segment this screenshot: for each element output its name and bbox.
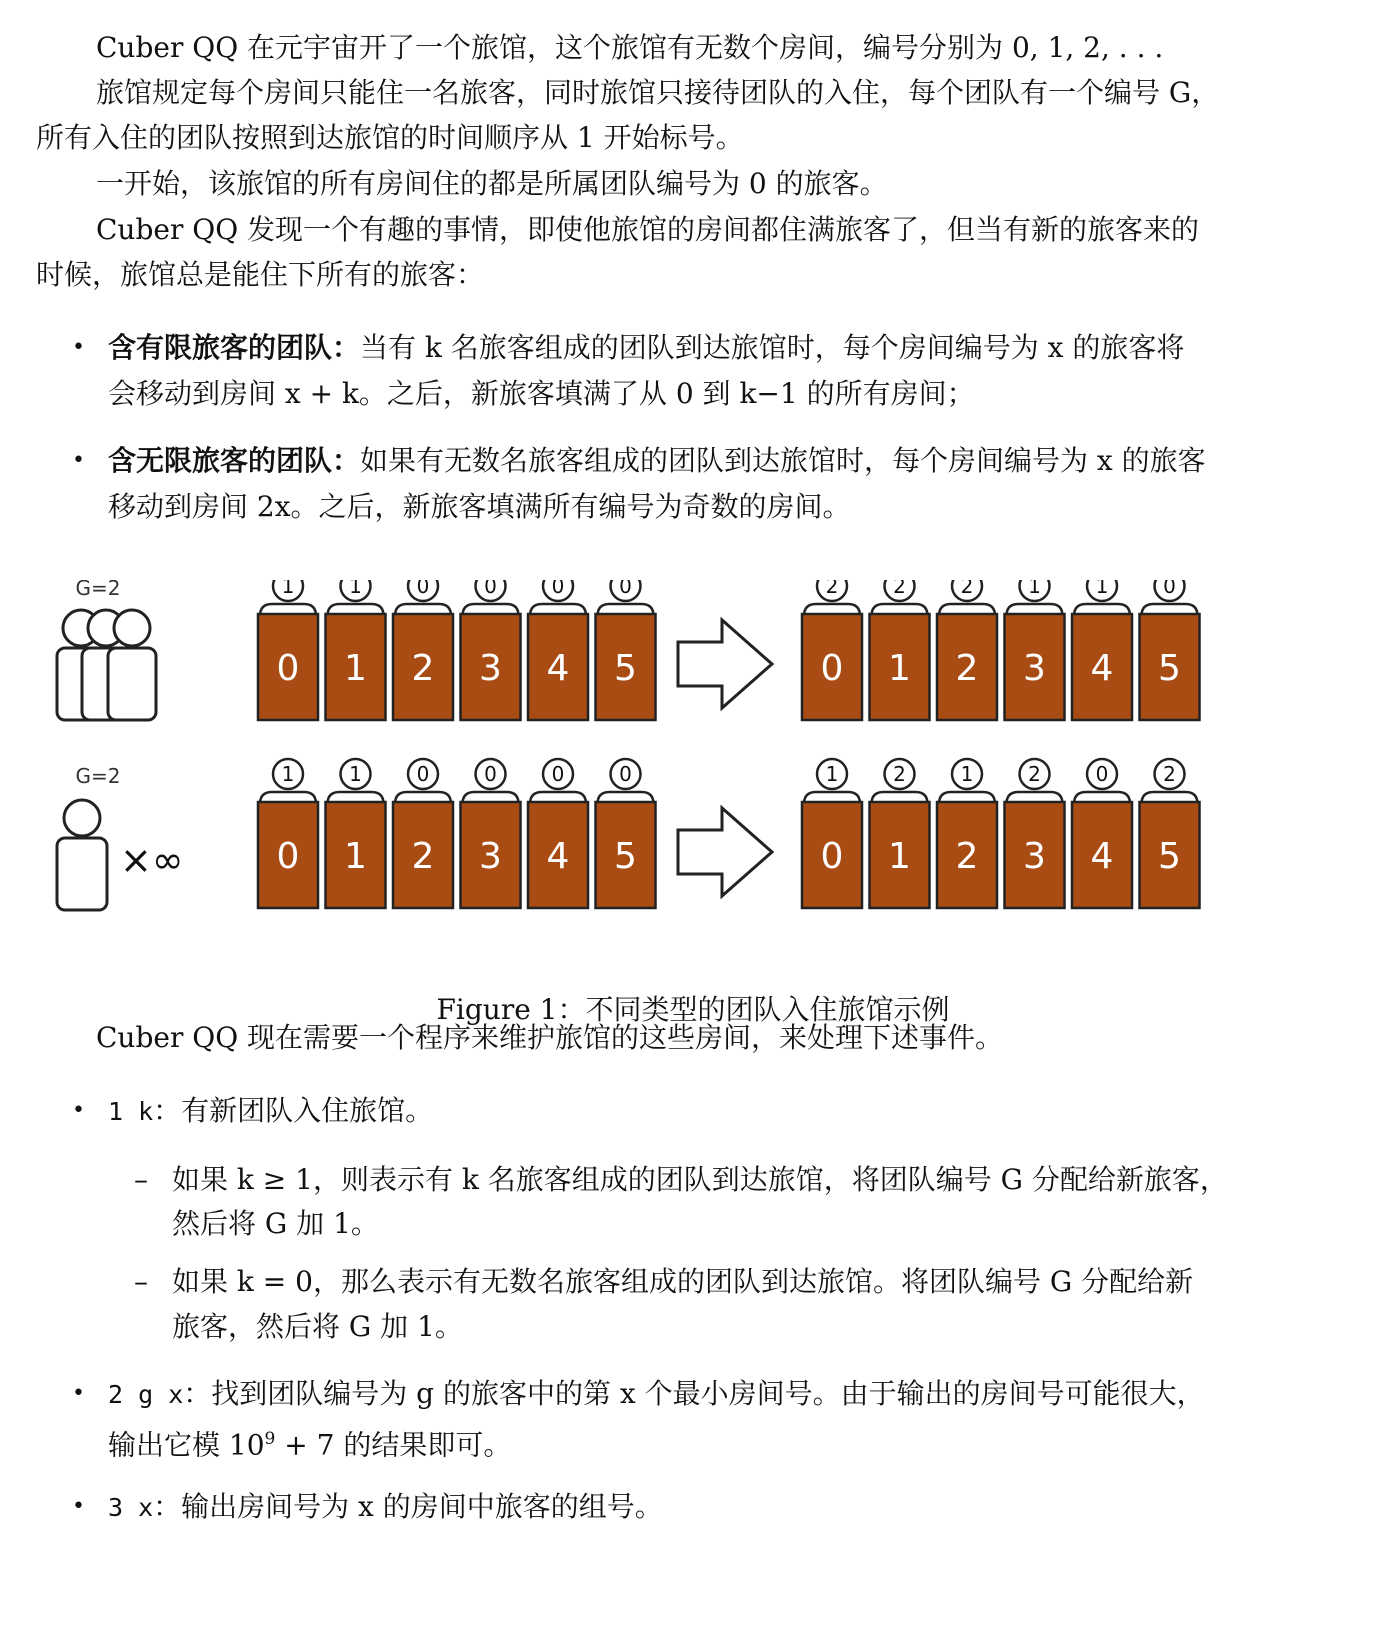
intro-paragraph-3: 一开始，该旅馆的所有房间住的都是所属团队编号为 0 的旅客。: [96, 167, 888, 200]
row1-rooms-before: [258, 580, 656, 720]
guest-group-number: 2: [893, 762, 906, 786]
row2-rooms-after: [802, 759, 1200, 908]
events-intro: Cuber QQ 现在需要一个程序来维护旅馆的这些房间，来处理下述事件。: [96, 1021, 1004, 1054]
row1-before-room-1: [326, 580, 386, 720]
bullet-icon: •: [72, 335, 85, 360]
guest-group-number: 0: [551, 580, 565, 598]
event-3: [108, 1487, 663, 1528]
room-number: 1: [888, 648, 911, 689]
intro-paragraph-2-line-1: 旅馆规定每个房间只能住一名旅客，同时旅馆只接待团队的入住，每个团队有一个编号 G，: [96, 76, 1220, 109]
row1-after-room-2: [937, 580, 997, 720]
room-number: 5: [1158, 648, 1181, 689]
room-number: 5: [614, 648, 637, 689]
row2-after-room-5: [1140, 759, 1200, 908]
arrow-right-icon: [678, 620, 772, 708]
guest-group-number: 2: [1028, 762, 1041, 786]
guest-group-number: 1: [281, 580, 295, 598]
intro-paragraph-2-line-2: 所有入住的团队按照到达旅馆的时间顺序从 1 开始标号。: [36, 121, 744, 154]
event-2-text-a: 输出它模 10: [108, 1428, 265, 1462]
room-number: 5: [614, 836, 637, 877]
guest-group-number: 1: [349, 580, 362, 598]
figure-row-finite: [57, 580, 1200, 720]
group-people-icon: [57, 610, 156, 720]
rule-finite-text: 当有 k 名旅客组成的团队到达旅馆时，每个房间编号为 x 的旅客将: [360, 331, 1185, 364]
event-1-sub-2-line-2: 旅客，然后将 G 加 1。: [172, 1310, 463, 1343]
row1-after-room-4: [1072, 580, 1132, 720]
intro-paragraph-4-line-1: Cuber QQ 发现一个有趣的事情，即使他旅馆的房间都住满旅客了，但当有新的旅客来的: [96, 213, 1200, 246]
row2-before-room-3: [461, 759, 521, 908]
row2-before-room-5: [596, 759, 656, 908]
room-number: 1: [344, 836, 367, 877]
bullet-icon: •: [72, 1494, 85, 1519]
room-number: 3: [1023, 836, 1046, 877]
row2-before-room-1: [326, 759, 386, 908]
figure-caption: Figure 1：不同类型的团队入住旅馆示例: [436, 993, 950, 1026]
guest-group-number: 0: [619, 762, 632, 786]
row1-before-room-4: [528, 580, 588, 720]
guest-group-number: 0: [416, 762, 430, 786]
guest-group-number: 0: [1163, 580, 1176, 598]
rule-finite-line-1: [108, 328, 1184, 368]
guest-group-number: 1: [349, 762, 362, 786]
row1-after-room-3: [1005, 580, 1065, 720]
room-number: 0: [820, 836, 844, 877]
guest-group-number: 2: [825, 580, 839, 598]
row1-before-room-0: [258, 580, 318, 720]
event-1: [108, 1091, 433, 1132]
guest-group-number: 2: [893, 580, 906, 598]
single-person-icon: [57, 800, 107, 910]
bullet-icon: •: [72, 448, 85, 473]
room-number: 4: [1090, 648, 1114, 689]
room-number: 0: [820, 648, 844, 689]
rule-infinite-text: 如果有无数名旅客组成的团队到达旅馆时，每个房间编号为 x 的旅客: [360, 444, 1206, 477]
event-3-text: ：输出房间号为 x 的房间中旅客的组号。: [153, 1490, 663, 1523]
room-number: 0: [276, 836, 300, 877]
guest-group-number: 1: [825, 762, 839, 786]
event-1-code: 1 k: [108, 1097, 154, 1126]
event-2-line-2: [108, 1419, 511, 1465]
room-number: 5: [1158, 836, 1181, 877]
room-number: 2: [411, 648, 435, 689]
event-2-line-1: [108, 1374, 1205, 1415]
row1-rooms-after: [802, 580, 1200, 720]
event-1-sub-1-line-1: 如果 k ≥ 1，则表示有 k 名旅客组成的团队到达旅馆，将团队编号 G 分配给新旅客，: [172, 1163, 1228, 1196]
row2-after-room-3: [1005, 759, 1065, 908]
event-2-code: 2 g x: [108, 1380, 184, 1409]
row2-rooms-before: [258, 759, 656, 908]
guest-group-number: 1: [281, 762, 295, 786]
guest-group-number: 0: [484, 580, 497, 598]
row2-before-room-2: [393, 759, 453, 908]
bullet-icon: •: [72, 1098, 85, 1123]
row2-after-room-2: [937, 759, 997, 908]
room-number: 2: [411, 836, 435, 877]
room-number: 4: [546, 836, 570, 877]
dash-icon: –: [134, 1163, 148, 1196]
room-number: 4: [546, 648, 570, 689]
room-number: 2: [955, 648, 979, 689]
rule-infinite-line-1: [108, 441, 1206, 481]
row1-before-room-3: [461, 580, 521, 720]
row1-before-room-5: [596, 580, 656, 720]
guest-group-number: 0: [484, 762, 497, 786]
event-1-sub-1-line-2: 然后将 G 加 1。: [172, 1207, 379, 1240]
room-number: 2: [955, 836, 979, 877]
guest-group-number: 1: [1095, 580, 1109, 598]
guest-group-number: 2: [1163, 762, 1176, 786]
room-number: 4: [1090, 836, 1114, 877]
room-number: 0: [276, 648, 300, 689]
row1-after-room-0: [802, 580, 862, 720]
row1-group-label: G=2: [75, 580, 121, 600]
figure-row-infinite: [57, 759, 1200, 910]
hotel-figure: [0, 580, 1386, 980]
arrow-right-icon: [678, 808, 772, 896]
event-2-text: ：找到团队编号为 g 的旅客中的第 x 个最小房间号。由于输出的房间号可能很大，: [183, 1377, 1205, 1410]
row1-after-room-1: [870, 580, 930, 720]
event-2-superscript: 9: [264, 1429, 276, 1449]
dash-icon: –: [134, 1265, 148, 1298]
intro-paragraph-1: Cuber QQ 在元宇宙开了一个旅馆，这个旅馆有无数个房间，编号分别为 0, 1, 2, . . .: [96, 31, 1164, 64]
times-infinity-label: ×∞: [120, 838, 184, 882]
guest-group-number: 0: [619, 580, 632, 598]
rule-infinite-line-2: 移动到房间 2x。之后，新旅客填满所有编号为奇数的房间。: [108, 490, 851, 523]
row1-after-room-5: [1140, 580, 1200, 720]
row2-after-room-4: [1072, 759, 1132, 908]
room-number: 1: [344, 648, 367, 689]
guest-group-number: 1: [960, 762, 974, 786]
rule-infinite-title: 含无限旅客的团队：: [108, 444, 361, 477]
room-number: 3: [479, 648, 502, 689]
event-1-sub-2-line-1: 如果 k = 0，那么表示有无数名旅客组成的团队到达旅馆。将团队编号 G 分配给新: [172, 1265, 1194, 1298]
row2-after-room-0: [802, 759, 862, 908]
room-number: 3: [1023, 648, 1046, 689]
event-1-text: ：有新团队入住旅馆。: [153, 1094, 434, 1127]
guest-group-number: 0: [1095, 762, 1109, 786]
room-number: 3: [479, 836, 502, 877]
row2-before-room-0: [258, 759, 318, 908]
row2-group-label: G=2: [75, 764, 121, 788]
guest-group-number: 2: [960, 580, 974, 598]
event-2-text-b: + 7 的结果即可。: [275, 1428, 512, 1462]
rule-finite-title: 含有限旅客的团队：: [108, 331, 361, 364]
row2-before-room-4: [528, 759, 588, 908]
bullet-icon: •: [72, 1381, 85, 1406]
guest-group-number: 0: [416, 580, 430, 598]
row2-after-room-1: [870, 759, 930, 908]
guest-group-number: 0: [551, 762, 565, 786]
event-3-code: 3 x: [108, 1493, 154, 1522]
guest-group-number: 1: [1028, 580, 1041, 598]
row1-before-room-2: [393, 580, 453, 720]
intro-paragraph-4-line-2: 时候，旅馆总是能住下所有的旅客：: [36, 258, 485, 291]
room-number: 1: [888, 836, 911, 877]
rule-finite-line-2: 会移动到房间 x + k。之后，新旅客填满了从 0 到 k−1 的所有房间；: [108, 377, 975, 410]
